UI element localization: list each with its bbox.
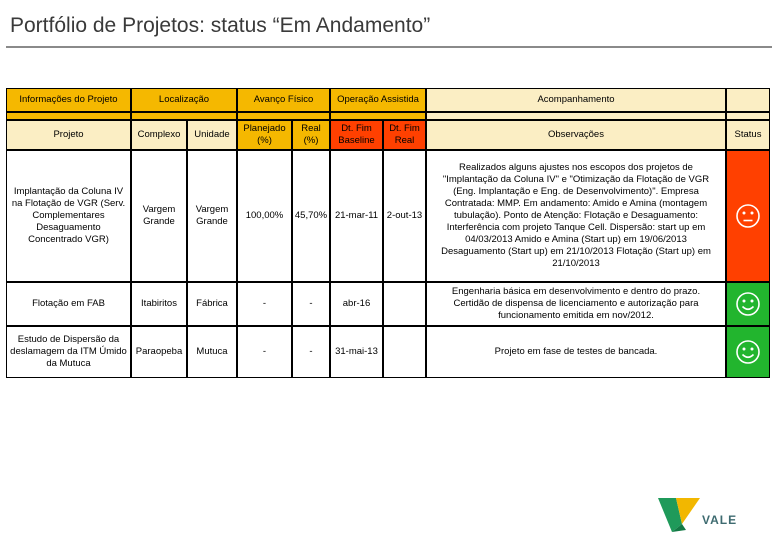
row2-complexo: Itabiritos xyxy=(131,282,187,326)
row1-dt-real: 2-out-13 xyxy=(383,150,426,282)
row1-planejado: 100,00% xyxy=(237,150,292,282)
subheader-unidade: Unidade xyxy=(187,120,237,150)
row1-observacoes: Realizados alguns ajustes nos escopos dos projetos de "Implantação da Coluna IV" e "Otimização da Flotação de VGR (Eng. Implantação e Eng. de Desenvolvimento)". Empresa Contratada: MMP. Em andamento: Amido e Amina (montagem tubulação). Ponto de Atenção: Flotação e Desaguamento: Interferência com projeto Tanque Cell. Dispersão: start up em 04/03/2013 Amido e Amina (Start up) em 19/06/2013 Desaguamento (Start up) em 21/10/2013 Flotação (Start up) em 21/10/2013 xyxy=(426,150,726,282)
row2-status xyxy=(726,282,770,326)
page-title: Portfólio de Projetos: status “Em Andamento” xyxy=(10,14,431,37)
row1-complexo: Vargem Grande xyxy=(131,150,187,282)
row1-unidade: Vargem Grande xyxy=(187,150,237,282)
subheader-real: Real (%) xyxy=(292,120,330,150)
row2-observacoes: Engenharia básica em desenvolvimento e dentro do prazo. Certidão de dispensa de licenciamento e autorização para funcionamento emitida em nov/2012. xyxy=(426,282,726,326)
subheader-complexo: Complexo xyxy=(131,120,187,150)
subheader-dt-real: Dt. Fim Real xyxy=(383,120,426,150)
row2-projeto: Flotação em FAB xyxy=(6,282,131,326)
row2-dt-real xyxy=(383,282,426,326)
spacer-cell xyxy=(426,112,726,120)
header-blank xyxy=(726,88,770,112)
row2-real: - xyxy=(292,282,330,326)
row3-dt-baseline: 31-mai-13 xyxy=(330,326,383,378)
subheader-dt-baseline: Dt. Fim Baseline xyxy=(330,120,383,150)
row3-observacoes: Projeto em fase de testes de bancada. xyxy=(426,326,726,378)
smiley-face-icon xyxy=(735,291,761,317)
header-localizacao: Localização xyxy=(131,88,237,112)
vale-logo-icon xyxy=(656,494,702,534)
row3-real: - xyxy=(292,326,330,378)
header-operacao: Operação Assistida xyxy=(330,88,426,112)
row3-projeto: Estudo de Dispersão da deslamagem da ITM Úmido da Mutuca xyxy=(6,326,131,378)
vale-logo-text: VALE xyxy=(702,513,738,527)
row1-status xyxy=(726,150,770,282)
spacer-cell xyxy=(726,112,770,120)
spacer-cell xyxy=(6,112,131,120)
row3-status xyxy=(726,326,770,378)
spacer-cell xyxy=(330,112,426,120)
row1-dt-baseline: 21-mar-11 xyxy=(330,150,383,282)
subheader-status: Status xyxy=(726,120,770,150)
header-info: Informações do Projeto xyxy=(6,88,131,112)
row2-planejado: - xyxy=(237,282,292,326)
row3-planejado: - xyxy=(237,326,292,378)
row3-complexo: Paraopeba xyxy=(131,326,187,378)
header-acompanhamento: Acompanhamento xyxy=(426,88,726,112)
subheader-observacoes: Observações xyxy=(426,120,726,150)
subheader-planejado: Planejado (%) xyxy=(237,120,292,150)
row2-dt-baseline: abr-16 xyxy=(330,282,383,326)
row1-real: 45,70% xyxy=(292,150,330,282)
subheader-projeto: Projeto xyxy=(6,120,131,150)
row3-unidade: Mutuca xyxy=(187,326,237,378)
smiley-face-icon xyxy=(735,339,761,365)
spacer-cell xyxy=(237,112,330,120)
title-divider xyxy=(6,46,772,48)
row1-projeto: Implantação da Coluna IV na Flotação de VGR (Serv. Complementares Desaguamento Concentrado VGR) xyxy=(6,150,131,282)
header-avanco: Avanço Físico xyxy=(237,88,330,112)
row2-unidade: Fábrica xyxy=(187,282,237,326)
neutral-face-icon xyxy=(735,203,761,229)
row3-dt-real xyxy=(383,326,426,378)
spacer-cell xyxy=(131,112,237,120)
